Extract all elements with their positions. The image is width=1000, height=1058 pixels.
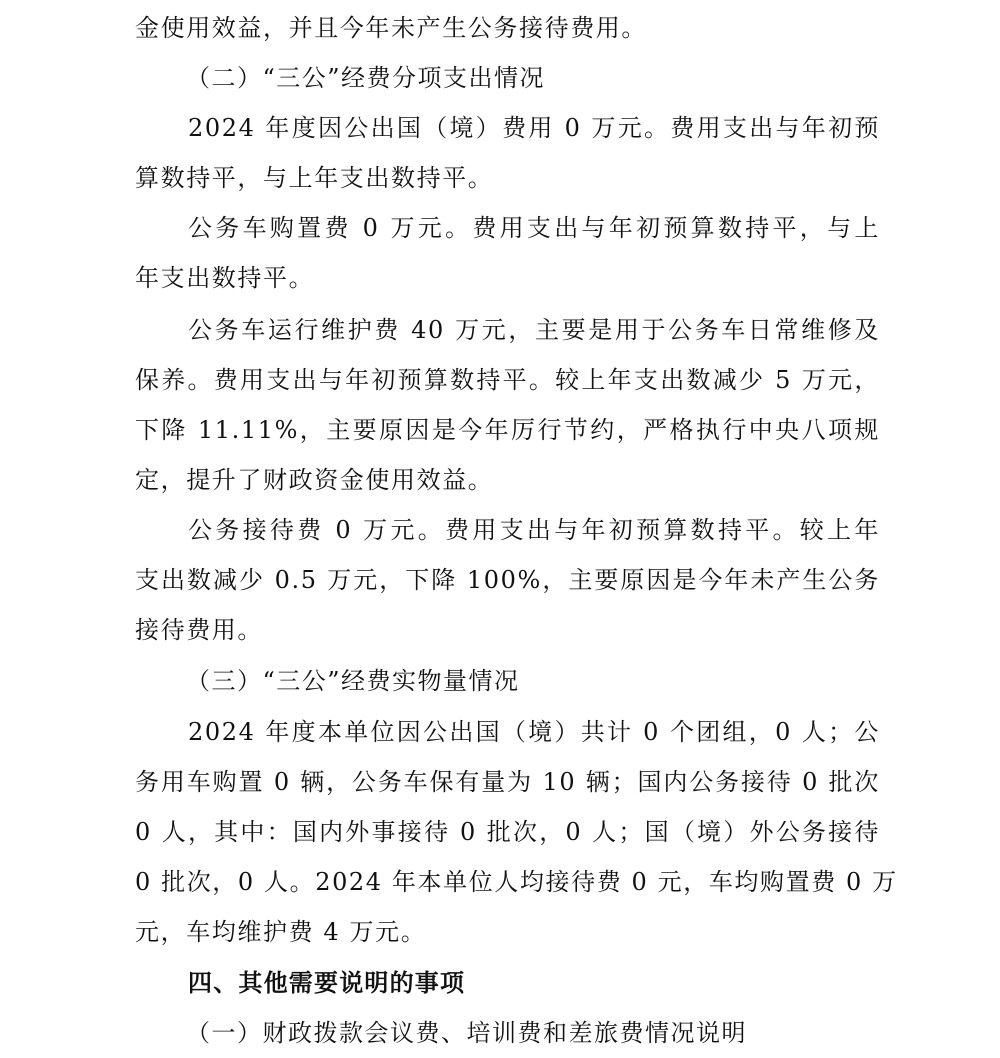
paragraph-line: 下降 11.11%，主要原因是今年厉行节约，严格执行中央八项规 (135, 416, 880, 444)
paragraph-line: 公务车购置费 0 万元。费用支出与年初预算数持平，与上 (188, 214, 880, 242)
paragraph-line: 元，车均维护费 4 万元。 (135, 918, 427, 946)
paragraph-line: 支出数减少 0.5 万元，下降 100%，主要原因是今年未产生公务 (135, 566, 880, 594)
paragraph-line: 2024 年度本单位因公出国（境）共计 0 个团组，0 人；公 (188, 718, 880, 746)
paragraph-line: 保养。费用支出与年初预算数持平。较上年支出数减少 5 万元， (135, 366, 880, 394)
paragraph-line: 算数持平，与上年支出数持平。 (135, 164, 494, 192)
section-subheading: （二）“三公”经费分项支出情况 (186, 64, 546, 92)
section-subheading: （三）“三公”经费实物量情况 (186, 667, 520, 695)
paragraph-line: 公务车运行维护费 40 万元，主要是用于公务车日常维修及 (188, 316, 880, 344)
paragraph-line: 公务接待费 0 万元。费用支出与年初预算数持平。较上年 (188, 516, 880, 544)
paragraph-line: 定，提升了财政资金使用效益。 (135, 466, 494, 494)
paragraph-line: 0 批次，0 人。2024 年本单位人均接待费 0 元，车均购置费 0 万 (135, 868, 898, 896)
paragraph-line: 年支出数持平。 (135, 264, 315, 292)
paragraph-line: 接待费用。 (135, 616, 263, 644)
paragraph-line: 金使用效益，并且今年未产生公务接待费用。 (135, 14, 647, 42)
paragraph-line: 务用车购置 0 辆，公务车保有量为 10 辆；国内公务接待 0 批次 (135, 768, 880, 796)
paragraph-line: 2024 年度因公出国（境）费用 0 万元。费用支出与年初预 (188, 114, 880, 142)
paragraph-line: 0 人，其中：国内外事接待 0 批次，0 人；国（境）外公务接待 (135, 818, 880, 846)
section-heading: 四、其他需要说明的事项 (188, 969, 466, 997)
section-subheading: （一）财政拨款会议费、培训费和差旅费情况说明 (186, 1019, 747, 1047)
